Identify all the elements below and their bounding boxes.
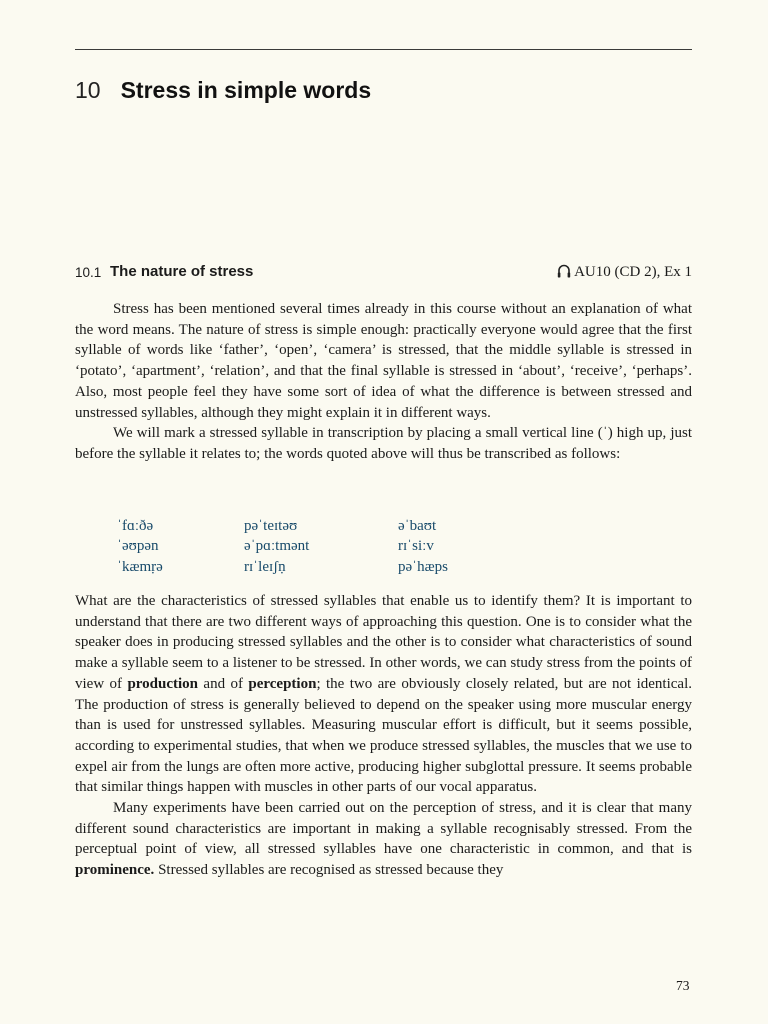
transcription-cell: əˈpɑːtmənt (244, 538, 310, 555)
paragraph-3 (75, 591, 692, 798)
transcription-cell: rɪˈleɪʃṇ (244, 558, 286, 575)
transcription-row (117, 557, 537, 578)
section-number: 10.1 (75, 265, 102, 280)
paragraph-3-text: What are the characteristics of stressed syllables that enable us to identify them? It is important to understand that there are two different ways of approaching this question. One is to consider what the speaker does in producing stressed syllables and the other is to consider what characteristics of sound make a syllable seem to a listener to be stressed. In other words, we can study stress from the points of view of (75, 593, 692, 692)
transcription-cell: pəˈteɪtəʊ (244, 517, 298, 534)
paragraph-2: We will mark a stressed syllable in transcription by placing a small vertical line (ˈ) high up, just before the syllable it relates to; the words quoted above will thus be transcribed as follows: (75, 425, 692, 462)
term-perception: perception (248, 675, 317, 692)
paragraph-4-text: Stressed syllables are recognised as stressed because they (154, 862, 504, 879)
section-title: The nature of stress (110, 263, 254, 280)
chapter-number: 10 (75, 77, 101, 103)
section-heading (75, 262, 692, 286)
transcription-cell: ˈəʊpən (117, 538, 159, 555)
paragraph-4 (75, 798, 692, 881)
audio-reference (557, 263, 692, 281)
transcription-cell: ˈkæmṛə (117, 558, 163, 575)
audio-reference-text: AU10 (CD 2), Ex 1 (574, 264, 692, 280)
intro-text (75, 299, 692, 465)
paragraph-4-text: Many experiments have been carried out on the perception of stress, and it is clear that many different sound characteristics are important in making a syllable recognisably stressed. From the perceptual point of view, all stressed syllables have one characteristic in common, and that is (75, 800, 692, 858)
transcription-table (117, 516, 537, 578)
transcription-cell: pəˈhæps (398, 558, 448, 575)
chapter-title: Stress in simple words (120, 77, 372, 103)
transcription-cell: əˈbaʊt (398, 517, 437, 534)
paragraph-3-text: ; the two are obviously closely related, but are not identical. The production of stress is generally believed to depend on the speaker using more muscular energy than is used for unstressed syllables. Measuring muscular effort is difficult, but it seems possible, according to experimental studies, that when we produce stressed syllables, the muscles that we use to expel air from the lungs are often more active, producing higher subglottal pressure. It seems probable that similar things happen with muscles in other parts of our vocal apparatus. (75, 675, 692, 796)
term-prominence: prominence. (75, 862, 155, 879)
body-text (75, 591, 692, 881)
term-production: production (127, 675, 199, 692)
headphones-icon (557, 263, 571, 278)
transcription-cell: ˈfɑːðə (117, 517, 154, 534)
transcription-row (117, 537, 537, 558)
chapter-heading (75, 69, 371, 106)
transcription-cell: rɪˈsiːv (398, 538, 434, 555)
transcription-row (117, 516, 537, 537)
page-number: 73 (676, 978, 690, 993)
top-rule (75, 49, 692, 50)
paragraph-1: Stress has been mentioned several times already in this course without an explanation of what the word means. The nature of stress is simple enough: practically everyone would agree that the first syllable of words like ‘father’, ‘open’, ‘camera’ is stressed, that the middle syllable is stressed in ‘potato’, ‘apartment’, ‘relation’, and that the final syllable is stressed in ‘about’, ‘receive’, ‘perhaps’. Also, most people feel they have some sort of idea of what the difference is between stressed and unstressed syllables, although they might explain it in different ways. (75, 301, 692, 421)
paragraph-3-text: and of (198, 675, 249, 692)
